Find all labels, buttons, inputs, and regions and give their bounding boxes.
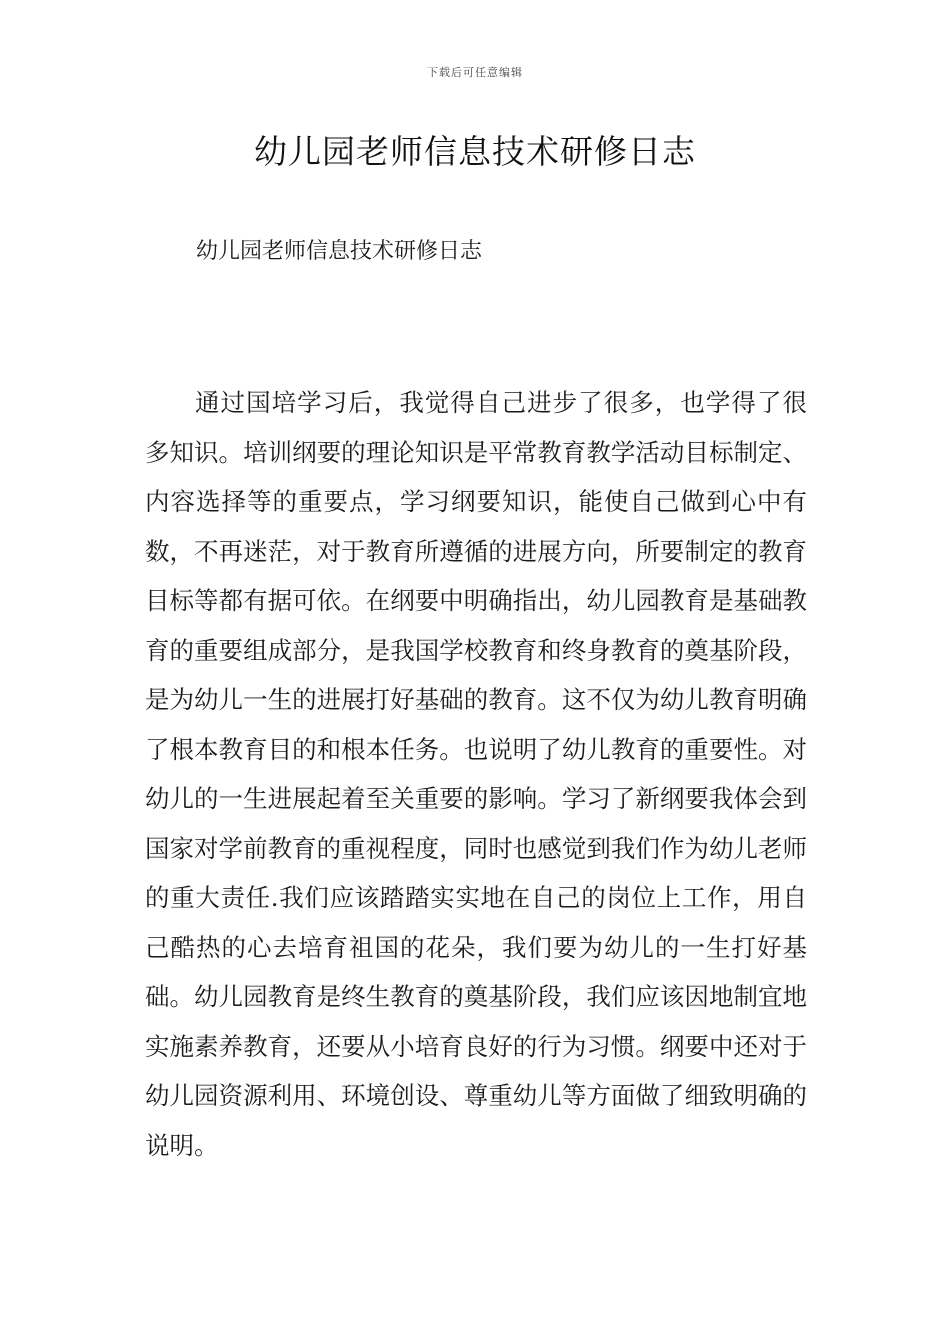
document-subtitle: 幼儿园老师信息技术研修日志: [196, 239, 483, 264]
body-paragraph: 通过国培学习后，我觉得自己进步了很多，也学得了很多知识。培训纲要的理论知识是平常教育教学活动目标制定、内容选择等的重要点，学习纲要知识，能使自己做到心中有数，不再迷茫，对于教育所遵循的进展方向，所要制定的教育目标等都有据可依。在纲要中明确指出，幼儿园教育是基础教育的重要组成部分，是我国学校教育和终身教育的奠基阶段，是为幼儿一生的进展打好基础的教育。这不仅为幼儿教育明确了根本教育目的和根本任务。也说明了幼儿教育的重要性。对幼儿的一生进展起着至关重要的影响。学习了新纲要我体会到国家对学前教育的重视程度，同时也感觉到我们作为幼儿老师的重大责任.我们应该踏踏实实地在自己的岗位上工作，用自己酷热的心去培育祖国的花朵，我们要为幼儿的一生打好基础。幼儿园教育是终生教育的奠基阶段，我们应该因地制宜地实施素养教育，还要从小培育良好的行为习惯。纲要中还对于幼儿园资源利用、环境创设、尊重幼儿等方面做了细致明确的说明。: [145, 388, 807, 1160]
header-note: 下载后可任意编辑: [427, 66, 523, 79]
page-title: 幼儿园老师信息技术研修日志: [254, 132, 696, 171]
